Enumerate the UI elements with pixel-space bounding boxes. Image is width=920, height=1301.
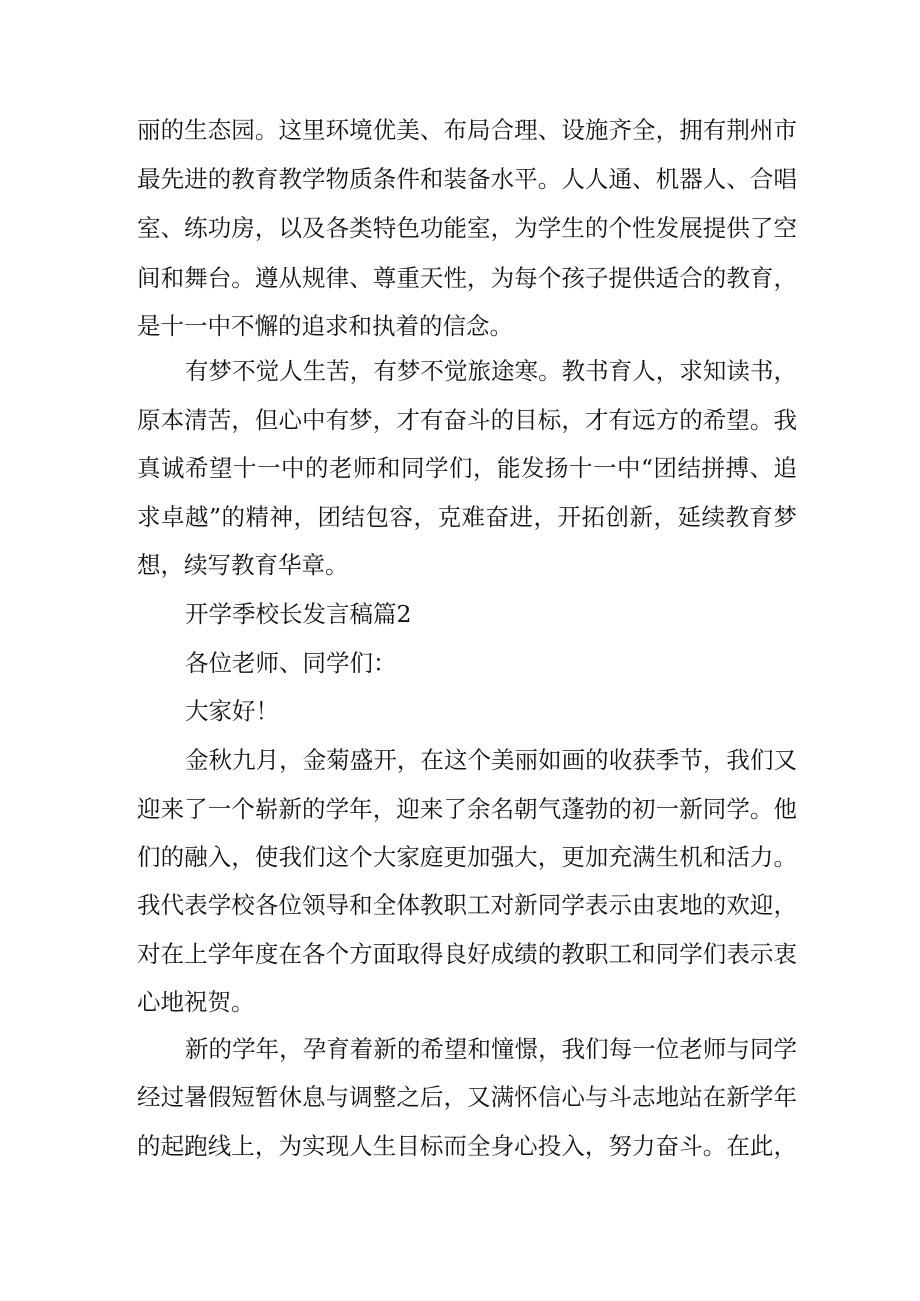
greeting: 大家好！ xyxy=(185,697,279,725)
text-line: 新的学年，孕育着新的希望和憧憬，我们每一位老师与同学 xyxy=(185,1035,797,1063)
text-line: 金秋九月，金菊盛开，在这个美丽如画的收获季节，我们又 xyxy=(185,746,797,774)
text-line: 对在上学年度在各个方面取得良好成绩的教职工和同学们表示衷 xyxy=(137,940,797,968)
text-line: 真诚希望十一中的老师和同学们，能发扬十一中“团结拼搏、追 xyxy=(137,454,797,482)
text-line: 经过暑假短暂休息与调整之后，又满怀信心与斗志地站在新学年 xyxy=(137,1083,797,1111)
salutation: 各位老师、同学们： xyxy=(185,649,397,677)
text-line: 丽的生态园。这里环境优美、布局合理、设施齐全，拥有荆州市 xyxy=(137,116,797,144)
text-line: 求卓越”的精神，团结包容，克难奋进，开拓创新，延续教育梦 xyxy=(137,503,797,531)
text-line: 间和舞台。遵从规律、尊重天性，为每个孩子提供适合的教育， xyxy=(137,264,797,292)
text-line: 最先进的教育教学物质条件和装备水平。人人通、机器人、合唱 xyxy=(137,165,797,193)
text-line: 是十一中不懈的追求和执着的信念。 xyxy=(137,312,513,340)
text-line: 想，续写教育华章。 xyxy=(137,551,349,579)
text-line: 室、练功房，以及各类特色功能室，为学生的个性发展提供了空 xyxy=(137,214,797,242)
text-line: 我代表学校各位领导和全体教职工对新同学表示由衷地的欢迎， xyxy=(137,891,797,919)
text-line: 的起跑线上，为实现人生目标而全身心投入，努力奋斗。在此， xyxy=(137,1132,797,1160)
text-line: 原本清苦，但心中有梦，才有奋斗的目标，才有远方的希望。我 xyxy=(137,406,797,434)
text-line: 们的融入，使我们这个大家庭更加强大，更加充满生机和活力。 xyxy=(137,843,797,871)
text-line: 迎来了一个崭新的学年，迎来了余名朝气蓬勃的初一新同学。他 xyxy=(137,795,797,823)
text-line: 心地祝贺。 xyxy=(137,988,255,1016)
section-title: 开学季校长发言稿篇2 xyxy=(185,600,412,628)
text-line: 有梦不觉人生苦，有梦不觉旅途寒。教书育人，求知读书， xyxy=(185,357,797,385)
